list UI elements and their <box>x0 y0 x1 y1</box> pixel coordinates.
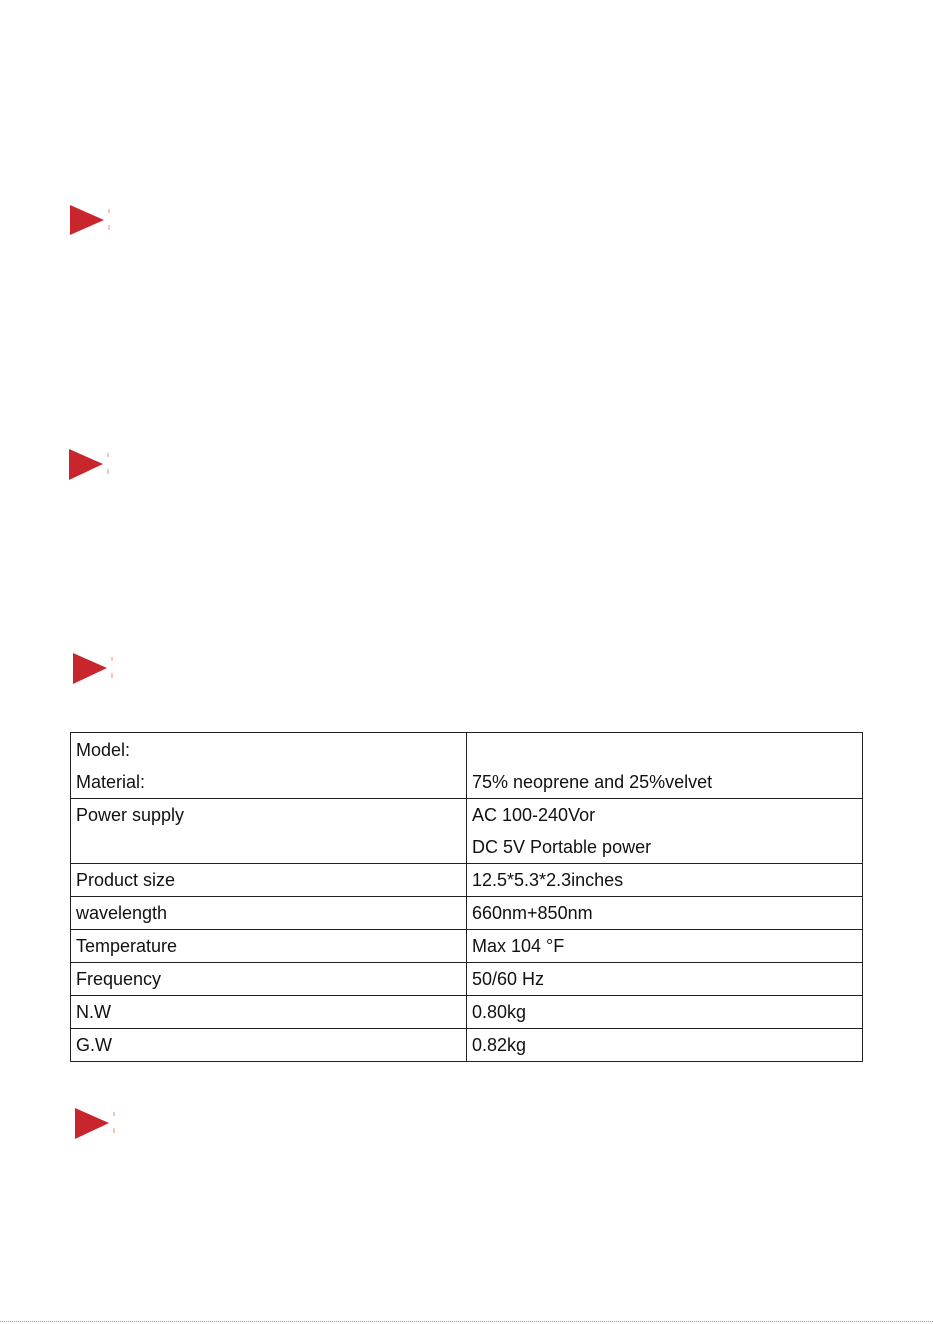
spec-label-cell <box>71 733 467 799</box>
spec-value-cell <box>467 897 863 930</box>
spec-value: AC 100-240Vor <box>472 805 596 825</box>
red-triangle-bullet-icon <box>68 203 116 239</box>
spec-value-cell <box>467 864 863 897</box>
table-row <box>71 963 863 996</box>
spec-label-cell <box>71 930 467 963</box>
spec-label: Power supply <box>76 805 185 825</box>
spec-label: Material: <box>76 772 146 792</box>
spec-label: wavelength <box>76 903 168 923</box>
spec-label-cell <box>71 996 467 1029</box>
table-row <box>71 864 863 897</box>
spec-value-cell <box>467 963 863 996</box>
table-row <box>71 799 863 864</box>
red-triangle-bullet-icon <box>71 651 119 687</box>
spec-label-cell <box>71 799 467 864</box>
spec-label-cell <box>71 897 467 930</box>
spec-value-cell <box>467 996 863 1029</box>
spec-label-cell <box>71 864 467 897</box>
spec-label: Frequency <box>76 969 162 989</box>
spec-value-cell <box>467 1029 863 1062</box>
spec-value-cell <box>467 799 863 864</box>
spec-value: 0.80kg <box>472 1002 527 1022</box>
spec-label: N.W <box>76 1002 111 1022</box>
spec-value: 50/60 Hz <box>472 969 545 989</box>
table-row <box>71 930 863 963</box>
spec-value: 12.5*5.3*2.3inches <box>472 870 624 890</box>
spec-value <box>472 734 857 766</box>
spec-label: Model: <box>76 740 131 760</box>
spec-value-cell <box>467 733 863 799</box>
spec-label-cell <box>71 963 467 996</box>
spec-label-cell <box>71 1029 467 1062</box>
spec-value: 0.82kg <box>472 1035 527 1055</box>
table-row <box>71 897 863 930</box>
spec-label: Temperature <box>76 936 178 956</box>
spec-table <box>70 732 863 1062</box>
spec-value: 75% neoprene and 25%velvet <box>472 772 713 792</box>
red-triangle-bullet-icon <box>73 1106 121 1142</box>
spec-label: G.W <box>76 1035 112 1055</box>
spec-value-cell <box>467 930 863 963</box>
spec-label: Product size <box>76 870 176 890</box>
spec-value: 660nm+850nm <box>472 903 593 923</box>
table-row <box>71 996 863 1029</box>
red-triangle-bullet-icon <box>67 447 115 483</box>
table-row <box>71 1029 863 1062</box>
table-row <box>71 733 863 799</box>
spec-value: Max 104 °F <box>472 936 565 956</box>
spec-value: DC 5V Portable power <box>472 837 652 857</box>
